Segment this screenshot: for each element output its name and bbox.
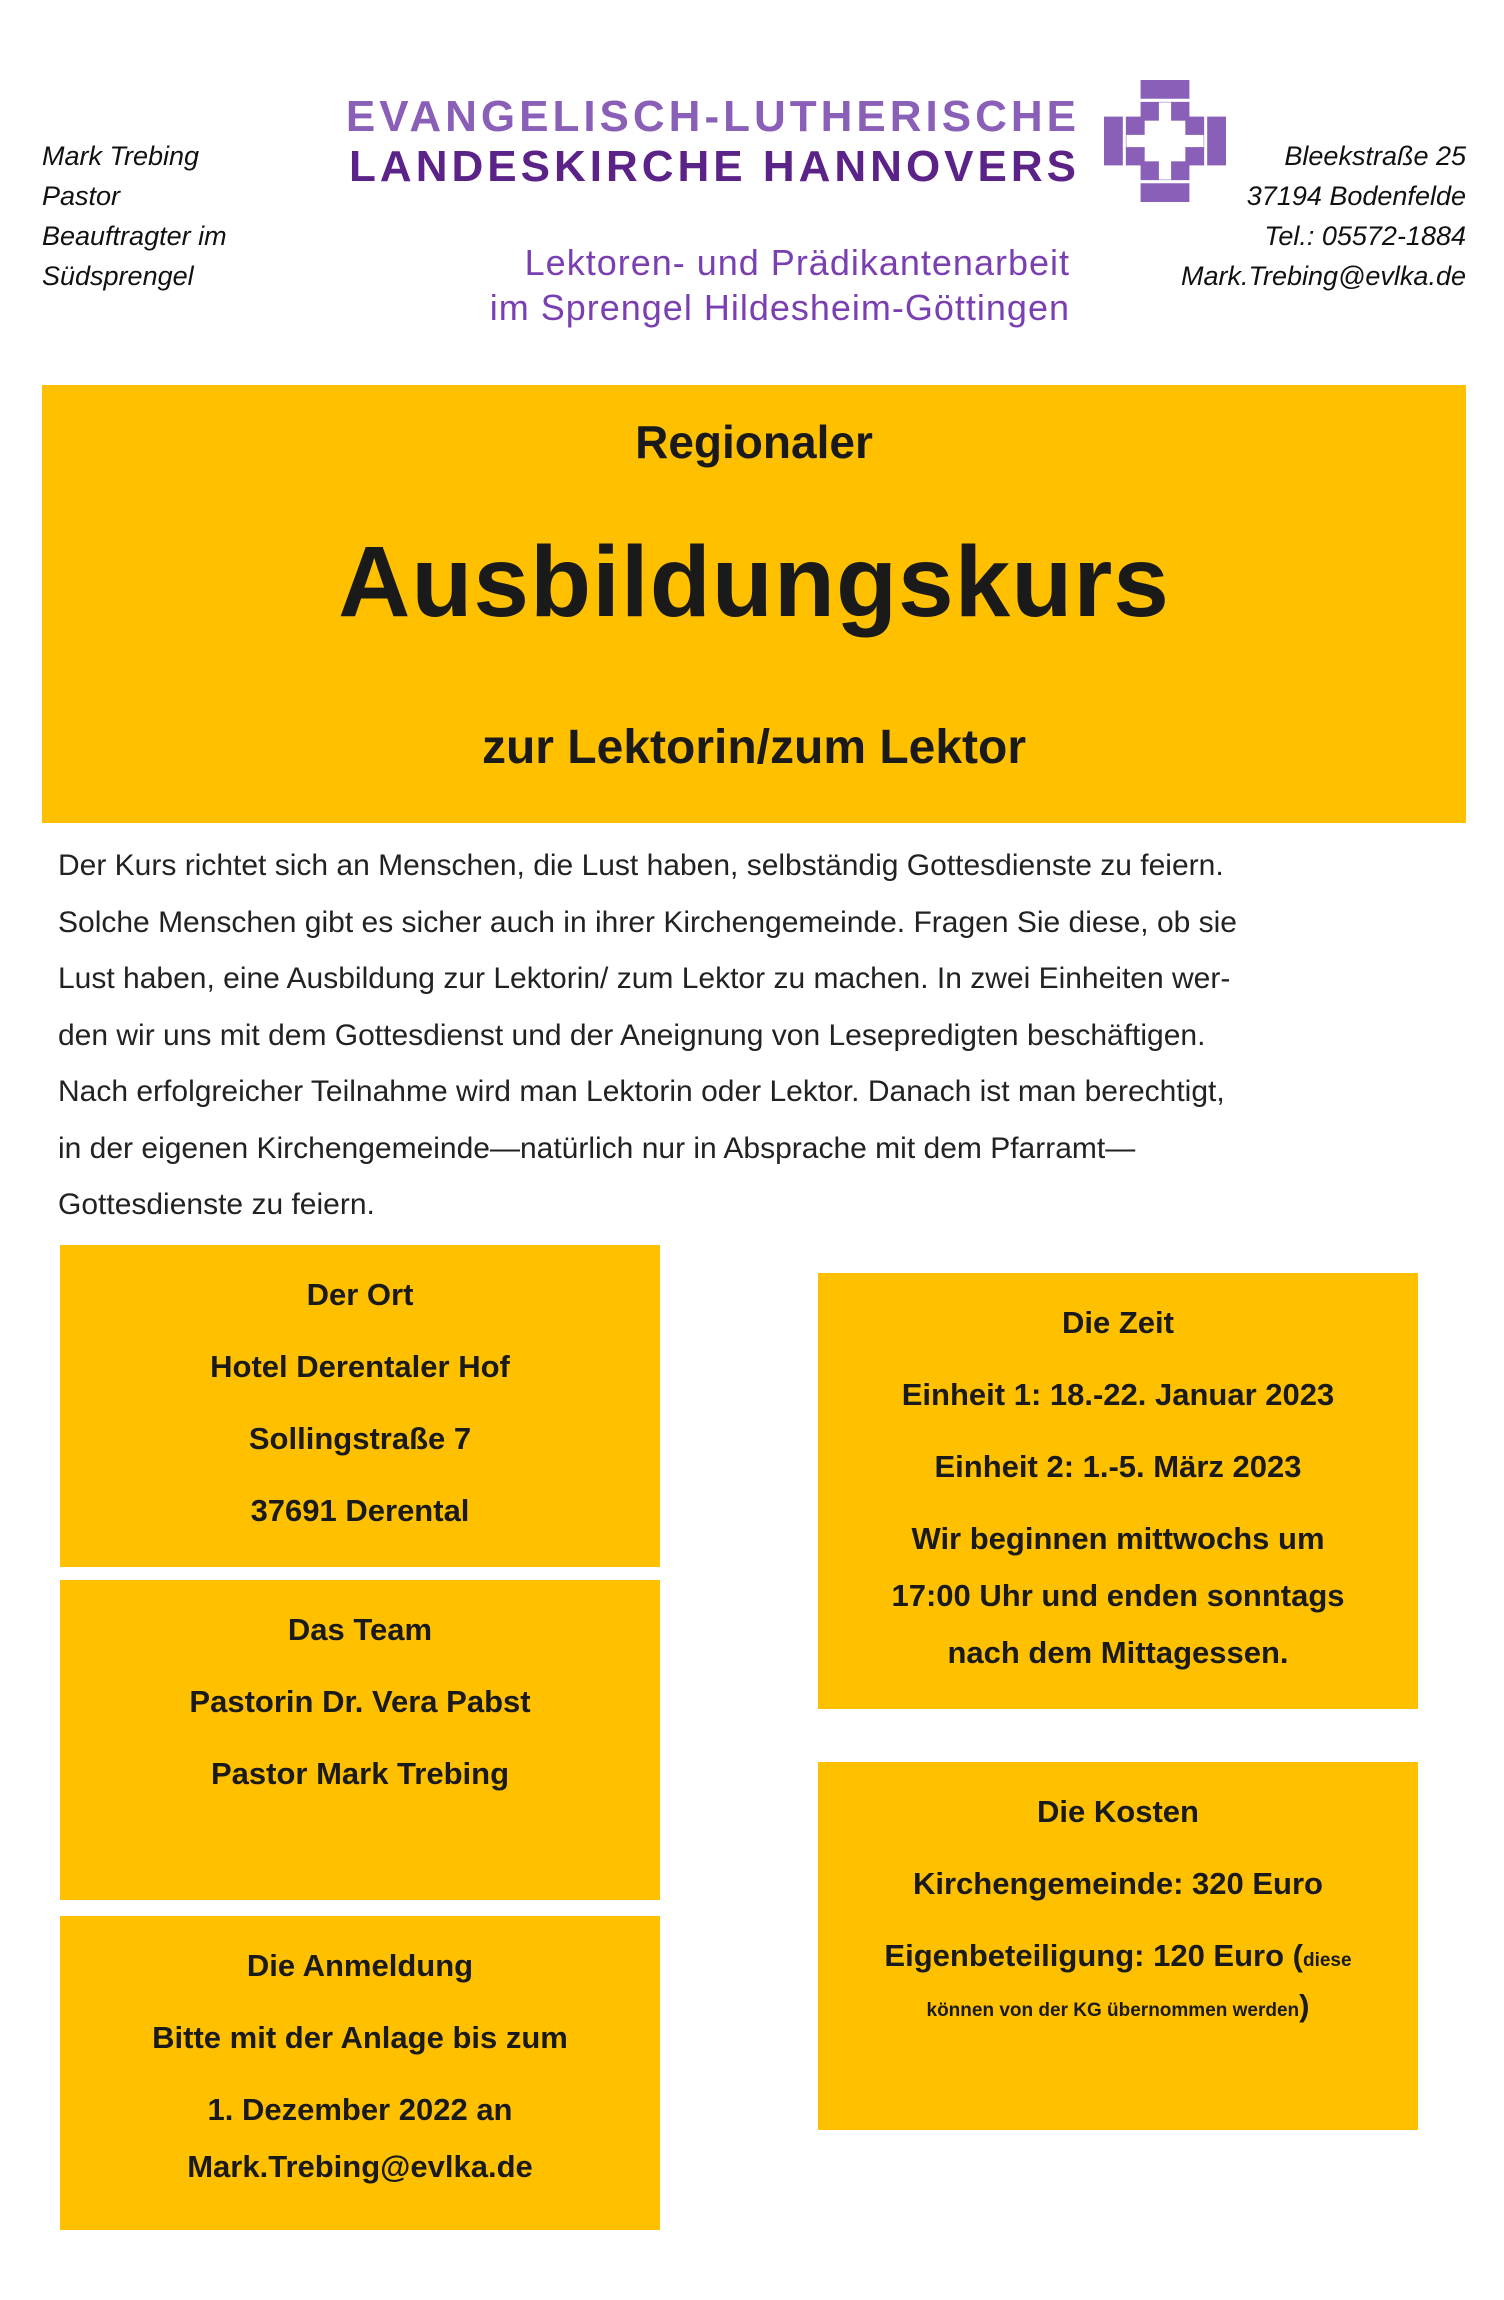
registration-line: 1. Dezember 2022 an [207,2092,513,2127]
registration-email[interactable]: Mark.Trebing@evlka.de [187,2149,533,2184]
title-main: Ausbildungskurs [338,526,1170,638]
schedule-line: Einheit 2: 1.-5. März 2023 [934,1449,1302,1484]
title-banner [42,385,1466,823]
title-line1: Regionaler [635,416,873,468]
costs-note: diese [1302,1950,1352,1971]
intro-line: Der Kurs richtet sich an Menschen, die Lust haben, selbständig Gottesdienste zu feiern. [58,849,1224,882]
author-name: Mark Trebing [42,141,200,171]
schedule-box [818,1273,1418,1709]
contact-street: Bleekstraße 25 [1284,141,1466,171]
contact-email[interactable]: Mark.Trebing@evlka.de [1180,261,1466,291]
schedule-heading: Die Zeit [1062,1305,1174,1340]
team-box [60,1580,660,1900]
organization-name [310,92,1080,192]
contact-block [1181,136,1466,296]
costs-note: können von der KG übernommen werden [926,2000,1300,2021]
department-line1: Lektoren- und Prädikantenarbeit [524,242,1070,283]
costs-line [818,1988,1418,2024]
costs-line: Kirchengemeinde: 320 Euro [912,1866,1323,1901]
intro-line: Nach erfolgreicher Teilnahme wird man Lektorin oder Lektor. Danach ist man berechtigt, [58,1075,1225,1108]
costs-own-share: Eigenbeteiligung: 120 Euro ( [884,1938,1303,1973]
registration-line: Bitte mit der Anlage bis zum [152,2020,568,2055]
intro-paragraph [58,838,1458,1234]
schedule-line: nach dem Mittagessen. [947,1635,1289,1670]
team-member: Pastorin Dr. Vera Pabst [189,1684,531,1719]
schedule-line: 17:00 Uhr und enden sonntags [891,1578,1345,1613]
costs-paren: ) [1299,1988,1310,2023]
author-role-line1: Beauftragter im [42,221,227,251]
costs-box [818,1762,1418,2130]
department-name [310,240,1070,330]
registration-box [60,1916,660,2230]
contact-city: 37194 Bodenfelde [1246,181,1466,211]
intro-line: in der eigenen Kirchengemeinde—natürlich nur in Absprache mit dem Pfarramt— [58,1131,1136,1165]
location-line: Sollingstraße 7 [248,1421,472,1456]
department-line2: im Sprengel Hildesheim-Göttingen [489,287,1070,328]
author-block [42,136,227,296]
org-line1: EVANGELISCH-LUTHERISCHE [345,92,1080,141]
costs-heading: Die Kosten [1037,1794,1199,1829]
intro-line: Gottesdienste zu feiern. [58,1188,375,1221]
costs-line [818,1938,1418,1974]
intro-line: Lust haben, eine Ausbildung zur Lektorin/ zum Lektor zu machen. In zwei Einheiten wer- [58,962,1231,995]
location-line: 37691 Derental [250,1493,470,1528]
title-subline: zur Lektorin/zum Lektor [481,721,1027,774]
intro-line: Solche Menschen gibt es sicher auch in ihrer Kirchengemeinde. Fragen Sie diese, ob sie [58,905,1237,939]
location-line: Hotel Derentaler Hof [210,1349,510,1384]
location-box [60,1245,660,1567]
schedule-line: Wir beginnen mittwochs um [911,1521,1325,1556]
author-title: Pastor [42,181,121,211]
org-line2: LANDESKIRCHE HANNOVERS [349,142,1080,191]
team-member: Pastor Mark Trebing [210,1756,510,1791]
author-role-line2: Südsprengel [42,261,194,291]
team-heading: Das Team [287,1612,433,1647]
contact-phone: Tel.: 05572-1884 [1264,221,1466,251]
location-heading: Der Ort [306,1277,414,1312]
registration-heading: Die Anmeldung [246,1948,474,1983]
intro-line: den wir uns mit dem Gottesdienst und der Aneignung von Lesepredigten beschäftigen. [58,1018,1206,1052]
schedule-line: Einheit 1: 18.-22. Januar 2023 [901,1377,1335,1412]
